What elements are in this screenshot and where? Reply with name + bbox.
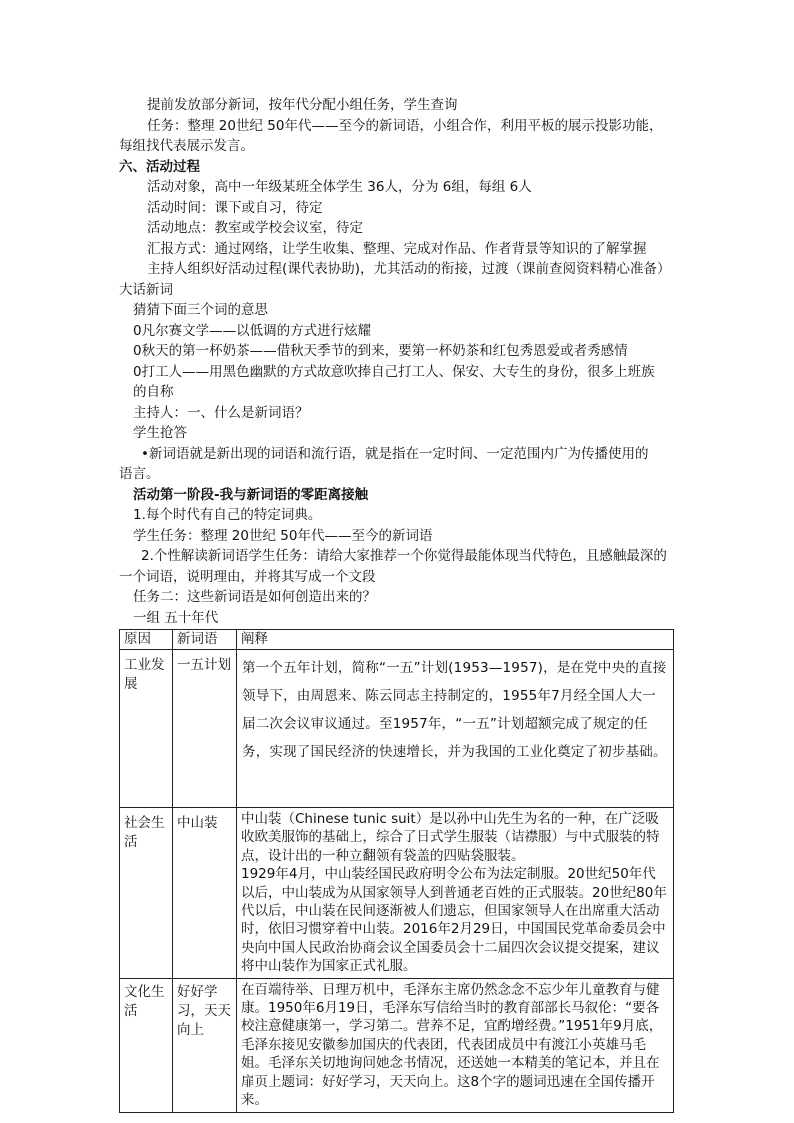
header-explanation: 阐释: [237, 630, 674, 650]
text-line: 六、活动过程: [119, 158, 200, 175]
explanation-paragraph: 中山装（Chinese tunic suit）是以孙中山先生为名的一种，在广泛吸收欧美服饰的基础上，综合了日式学生服装（诘襟服）与中式服装的特点，设计出的一种立翻领有袋盖的四贴袋服装。: [241, 811, 660, 864]
text-line: 提前发放部分新词，按年代分配小组任务，学生查询: [147, 97, 458, 113]
text-line: 学生任务：整理 20世纪 50年代——至今的新词语: [133, 527, 433, 544]
text-line: 0打工人——用黑色幽默的方式故意吹捧自己打工人、保安、大专生的身份，很多上班族: [133, 363, 655, 380]
text-line: 活动时间：课下或自习，待定: [147, 199, 323, 216]
text-line: 主持人：一、什么是新词语？: [133, 404, 309, 421]
text-line: 学生抢答: [133, 425, 187, 441]
text-line: 任务：整理 20世纪 50年代——至今的新词语，小组合作，利用平板的展示投影功能，: [147, 117, 663, 134]
text-line: 语言。: [119, 466, 160, 482]
text-line: 主持人组织好活动过程(课代表协助)，尤其活动的衔接，过渡（课前查阅资料精心准备）: [147, 261, 671, 277]
row-word: 一五计划: [173, 650, 237, 808]
text-line: 汇报方式：通过网络，让学生收集、整理、完成对作品、作者背景等知识的了解掌握: [147, 240, 647, 257]
header-word: 新词语: [173, 630, 237, 650]
text-line: 每组找代表展示发言。: [119, 138, 254, 154]
text-line: 0秋天的第一杯奶茶——借秋天季节的到来，要第一杯奶茶和红包秀恩爱或者秀感情: [133, 343, 628, 359]
text-line: 活动第一阶段-我与新词语的零距离接触: [133, 486, 369, 503]
row-reason: 文化生活: [120, 978, 173, 1112]
text-line: 2.个性解读新词语学生任务：请给大家推荐一个你觉得最能体现当代特色，且感触最深的: [141, 548, 667, 564]
text-line: 猜猜下面三个词的意思: [133, 302, 268, 318]
row-explanation: [237, 978, 674, 1112]
row-word: 中山装: [173, 808, 237, 979]
text-line: 活动对象，高中一年级某班全体学生 36人，分为 6组，每组 6人: [147, 179, 532, 195]
explanation-paragraph: 第一个五年计划，简称“一五”计划(1953—1957)，是在党中央的直接领导下，由周恩来、陈云同志主持制定的，1955年7月经全国人大一届二次会议审议通过。至1957年，“一五”计划超额完成了规定的任务，实现了国民经济的快速增长，并为我国的工业化奠定了初步基础。: [242, 660, 667, 760]
text-line: 大话新词: [119, 281, 173, 298]
document-body: [119, 95, 679, 1113]
text-line: 0凡尔赛文学——以低调的方式进行炫耀: [133, 322, 372, 339]
header-reason: 原因: [120, 630, 173, 650]
explanation-paragraph: 1929年4月，中山装经国民政府明令公布为法定制服。20世纪50年代以后，中山装成为从国家领导人到普通老百姓的正式服装。20世纪80年代以后，中山装在民间逐渐被人们遗忘，但国家领导人在出席重大活动时，依旧习惯穿着中山装。2016年2月29日，中国国民党革命委员会中央向中国人民政治协商会议全国委员会十二届四次会议提交提案，建议将中山装作为国家正式礼服。: [241, 866, 667, 975]
table-row: [120, 978, 674, 1112]
row-explanation: [237, 808, 674, 979]
table-row: [120, 808, 674, 979]
text-line: 活动地点：教室或学校会议室，待定: [147, 220, 363, 236]
row-word: 好好学习，天天向上: [173, 978, 237, 1112]
row-reason: 社会生活: [120, 808, 173, 979]
text-line: 任务二：这些新词语是如何创造出来的？: [133, 589, 376, 605]
text-lines: [119, 95, 679, 628]
explanation-paragraph: 在百端待举、日理万机中，毛泽东主席仍然念念不忘少年儿童教育与健康。1950年6月19日，毛泽东写信给当时的教育部部长马叙伦：“要各校注意健康第一，学习第二。营养不足，宜酌增经费。”1951年9月底，毛泽东接见安徽参加国庆的代表团，代表团成员中有渡江小英雄马毛姐。毛泽东关切地询问她念书情况，还送她一本精美的笔记本，并且在扉页上题词：好好学习，天天向上。这8个字的题词迅速在全国传播开来。: [241, 981, 663, 1109]
row-explanation: [237, 650, 674, 808]
text-line: 一组 五十年代: [133, 609, 219, 626]
text-line: 一个词语，说明理由，并将其写成一个文段: [119, 568, 376, 585]
table-row: [120, 650, 674, 808]
text-line: 1.每个时代有自己的特定词典。: [133, 507, 322, 523]
text-line: •新词语就是新出现的词语和流行语，就是指在一定时间、一定范围内广为传播使用的: [141, 445, 649, 462]
newword-table: [119, 629, 674, 1113]
row-reason: 工业发展: [120, 650, 173, 808]
table-header-row: [120, 630, 674, 650]
text-line: 的自称: [133, 384, 174, 400]
